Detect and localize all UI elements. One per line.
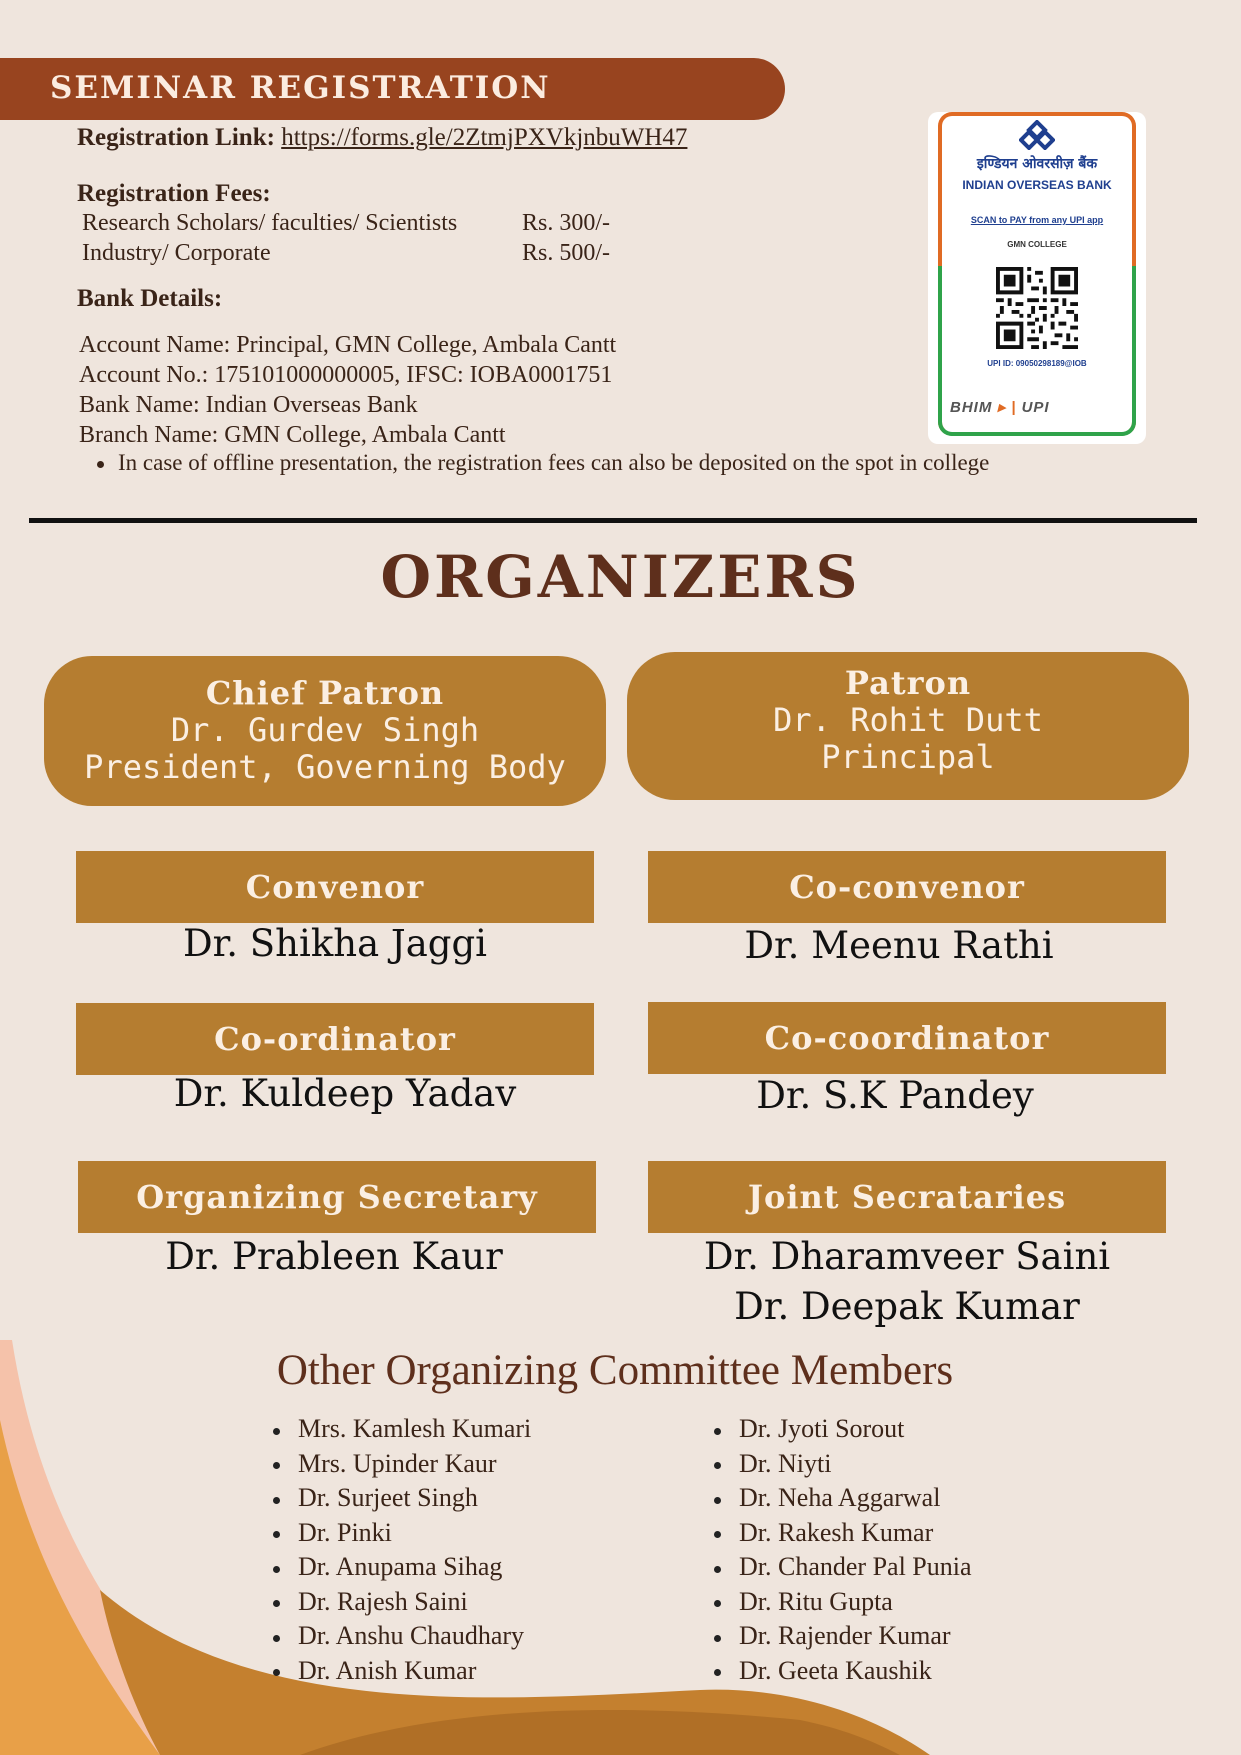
bank-heading: Bank Details:: [77, 285, 223, 312]
list-item: Dr. Rakesh Kumar: [714, 1516, 972, 1551]
organizers-heading: ORGANIZERS: [380, 543, 861, 611]
upi-qr-card: [928, 112, 1146, 444]
patron-name: Dr. Rohit Dutt: [773, 701, 1043, 739]
convenor-name: Dr. Shikha Jaggi: [183, 922, 487, 965]
banner-title: SEMINAR REGISTRATION: [50, 70, 551, 106]
list-item: Dr. Rajesh Saini: [273, 1585, 531, 1620]
qr-scan-text: SCAN to PAY from any UPI app: [970, 215, 1104, 225]
joint-secretary-name: Dr. Dharamveer Saini: [703, 1235, 1111, 1278]
fee-category: Industry/ Corporate: [82, 240, 271, 266]
list-item: Dr. Neha Aggarwal: [714, 1481, 972, 1516]
bullet-icon: [97, 461, 104, 468]
co-coordinator-label: Co-coordinator: [648, 1002, 1166, 1074]
list-item: Dr. Geeta Kaushik: [714, 1654, 972, 1689]
committee-list-left: [273, 1412, 531, 1688]
coordinator-name: Dr. Kuldeep Yadav: [173, 1072, 517, 1115]
patron-role: Patron: [844, 664, 972, 702]
list-item: Dr. Niyti: [714, 1447, 972, 1482]
coordinator-label: Co-ordinator: [76, 1003, 594, 1075]
list-item: Mrs. Kamlesh Kumari: [273, 1412, 531, 1447]
patron-title: Principal: [821, 738, 995, 776]
committee-heading: Other Organizing Committee Members: [276, 1347, 954, 1394]
iob-logo-icon: [1019, 120, 1055, 150]
list-item: Dr. Anshu Chaudhary: [273, 1619, 531, 1654]
bank-account-name: Account Name: Principal, GMN College, Ambala Cantt: [79, 332, 617, 358]
list-item: Dr. Rajender Kumar: [714, 1619, 972, 1654]
qr-upi-id: UPI ID: 09050298189@IOB: [987, 359, 1087, 368]
chief-patron-name: Dr. Gurdev Singh: [170, 711, 480, 749]
fee-amount: Rs. 300/-: [522, 210, 611, 236]
fees-heading: Registration Fees:: [77, 180, 271, 207]
co-convenor-name: Dr. Meenu Rathi: [744, 924, 1054, 967]
chief-patron-card: [44, 656, 606, 806]
list-item: Dr. Pinki: [273, 1516, 531, 1551]
org-secretary-name: Dr. Prableen Kaur: [165, 1235, 503, 1278]
bhim-label: BHIM: [950, 399, 993, 416]
co-convenor-label: Co-convenor: [648, 851, 1166, 923]
upi-label: UPI: [1021, 399, 1050, 416]
list-item: Dr. Surjeet Singh: [273, 1481, 531, 1516]
qr-bank-name: INDIAN OVERSEAS BANK: [962, 178, 1112, 192]
convenor-label: Convenor: [76, 851, 594, 923]
fee-category: Research Scholars/ faculties/ Scientists: [82, 210, 458, 236]
chief-patron-role: Chief Patron: [205, 674, 445, 712]
joint-secretaries-label: Joint Secrataries: [648, 1161, 1166, 1233]
committee-list-right: [714, 1412, 972, 1688]
qr-code-icon[interactable]: [996, 267, 1078, 349]
registration-link-line: [77, 124, 687, 152]
bhim-upi-logo: [950, 398, 1050, 416]
fee-amount: Rs. 500/-: [522, 240, 611, 266]
offline-note-text: In case of offline presentation, the registration fees can also be deposited on the spot in college: [118, 450, 990, 475]
chief-patron-title: President, Governing Body: [84, 748, 566, 786]
qr-college-name: GMN COLLEGE: [1007, 240, 1067, 249]
registration-link[interactable]: https://forms.gle/2ZtmjPXVkjnbuWH47: [281, 124, 688, 151]
patron-card: [627, 652, 1189, 800]
list-item: Dr. Anish Kumar: [273, 1654, 531, 1689]
section-divider: [29, 518, 1197, 523]
joint-secretary-name: Dr. Deepak Kumar: [734, 1285, 1080, 1328]
registration-link-label: Registration Link:: [77, 124, 275, 151]
qr-bank-hindi-name: इण्डियन ओवरसीज़ बैंक: [976, 156, 1098, 172]
offline-note: [97, 450, 989, 476]
list-item: Mrs. Upinder Kaur: [273, 1447, 531, 1482]
list-item: Dr. Ritu Gupta: [714, 1585, 972, 1620]
org-secretary-label: Organizing Secretary: [78, 1161, 596, 1233]
bank-account-number: Account No.: 175101000000005, IFSC: IOBA0001751: [79, 362, 613, 388]
logo-separator-icon: ▸ |: [992, 399, 1022, 416]
list-item: Dr. Jyoti Sorout: [714, 1412, 972, 1447]
list-item: Dr. Anupama Sihag: [273, 1550, 531, 1585]
list-item: Dr. Chander Pal Punia: [714, 1550, 972, 1585]
bank-name: Bank Name: Indian Overseas Bank: [79, 392, 418, 418]
bank-branch: Branch Name: GMN College, Ambala Cantt: [79, 422, 506, 448]
co-coordinator-name: Dr. S.K Pandey: [756, 1074, 1034, 1117]
